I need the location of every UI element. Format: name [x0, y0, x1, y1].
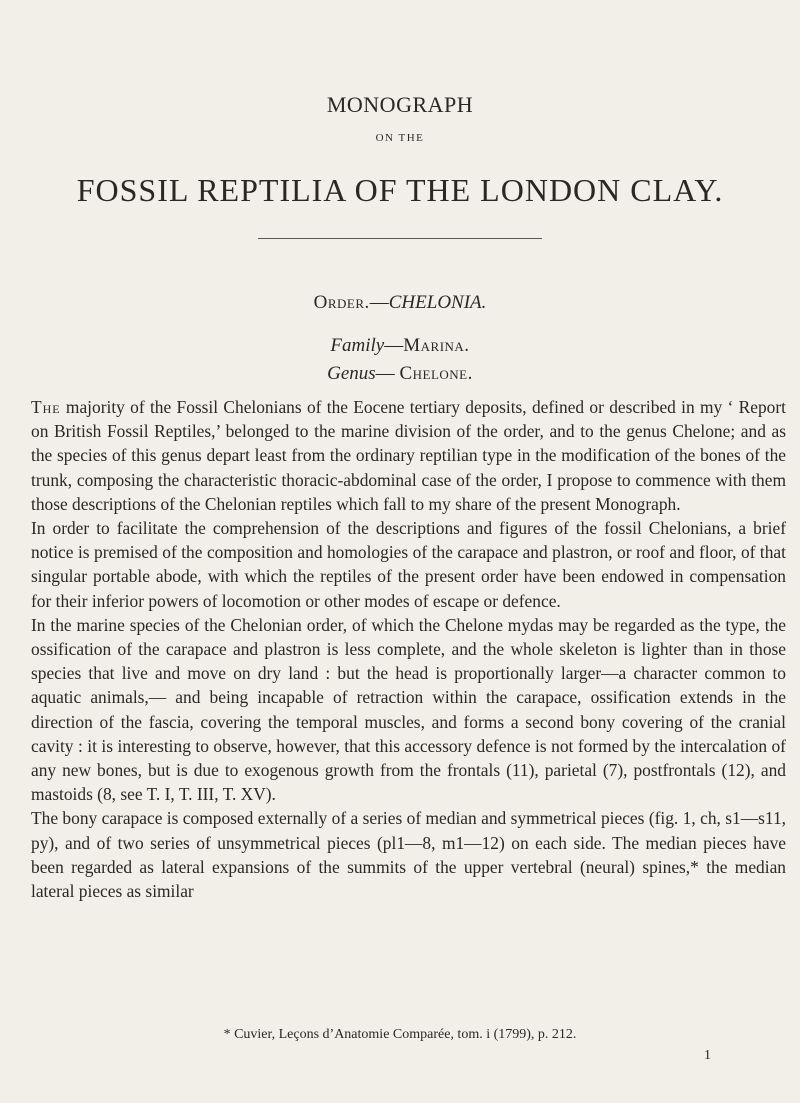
text-line: covering of the cranial cavity : it is interesting to observe, however, that this accessory — [31, 711, 786, 756]
family-dash: — — [384, 335, 404, 356]
text-line: In order to facilitate the comprehension of the descriptions and figures of the — [31, 518, 598, 539]
family-line — [0, 335, 800, 357]
text-line: composing the characteristic thoracic-abdominal case of the order, I propose to — [76, 469, 631, 490]
genus-line — [0, 363, 800, 385]
order-dash: — — [369, 292, 389, 313]
footnote: * Cuvier, Leçons d’Anatomie Comparée, tom. i (1799), p. 212. — [223, 1027, 577, 1042]
page-title: FOSSIL REPTILIA OF THE LONDON CLAY. — [76, 172, 724, 208]
body-text — [31, 395, 786, 903]
order-value: CHELONIA. — [388, 292, 487, 313]
genus-value: Chelone. — [399, 363, 473, 384]
heading-monograph: MONOGRAPH — [326, 92, 474, 117]
text-line: fossil Chelonians, a brief notice is premised of the composition and homologies of the — [31, 518, 786, 563]
text-line: on each side. The median pieces have been regarded as lateral expansions of the — [31, 832, 786, 877]
text-line: The bony carapace is composed externally of a series of median and symmetrical — [31, 808, 597, 829]
page-number: 1 — [704, 1048, 711, 1063]
text-line: carapace and plastron, or roof and floor, of that singular portable abode, with which the — [31, 542, 786, 587]
text-line: powers of locomotion or other modes of escape or defence. — [148, 590, 561, 611]
text-line: T. III, T. XV). — [178, 784, 276, 805]
paragraph — [31, 395, 786, 516]
text-line: reptiles of the present order have been endowed in compensation for their inferior — [31, 566, 786, 611]
paragraph-lead: The — [31, 397, 61, 417]
order-label: Order. — [313, 292, 370, 313]
paragraph — [31, 613, 786, 807]
text-line: pieces (fig. 1, ch, s1—s11, py), and of two series of unsymmetrical pieces (pl1—8, m1—12) — [31, 808, 786, 853]
text-line: share of the present Monograph. — [455, 493, 681, 514]
paragraph — [31, 516, 786, 613]
text-line: In the marine species of the Chelonian order, of which the Chelone mydas may be — [31, 614, 610, 635]
text-line: of the order, and to the genus Chelone; and as the species of this genus depart least — [31, 421, 786, 466]
family-label: Family — [330, 335, 385, 356]
text-line: direction of the fascia, covering the temporal muscles, and forms a second bony — [31, 711, 616, 732]
genus-label: Genus — [327, 363, 376, 384]
text-line: and being incapable of retraction within the carapace, ossification extends in the — [175, 687, 787, 708]
order-line — [0, 292, 800, 314]
text-line: commence with them those descriptions of the Chelonian reptiles which fall to my — [31, 469, 786, 514]
text-line: summits of the upper vertebral (neural) spines,* the median lateral pieces as similar — [31, 856, 786, 902]
text-line: land : but the head is proportionally larger—a character common to aquatic animals,— — [31, 663, 786, 708]
paragraph — [31, 806, 786, 903]
title-divider — [258, 238, 542, 239]
genus-dash: — — [375, 363, 395, 384]
text-line: defence is not formed by the intercalation of any new bones, but is due to exogenous — [31, 735, 786, 781]
text-line: majority of the Fossil Chelonians of the Eocene tertiary deposits, defined or — [60, 397, 604, 417]
text-line: described in my ‘ Report on British Fossil Reptiles,’ belonged to the marine division — [31, 397, 786, 442]
text-line: from the ordinary reptilian type in the modification of the bones of the trunk, — [31, 445, 786, 490]
text-line: regarded as the type, the ossification of the carapace and plastron is less complete, — [31, 614, 786, 660]
heading-on-the: ON THE — [375, 132, 425, 144]
text-line: growth from the frontals (11), parietal (7), postfrontals (12), and mastoids (8, see T. I, — [31, 760, 786, 805]
text-line: and the whole skeleton is lighter than in those species that live and move on dry — [31, 639, 786, 684]
family-value: Marina. — [403, 335, 470, 356]
